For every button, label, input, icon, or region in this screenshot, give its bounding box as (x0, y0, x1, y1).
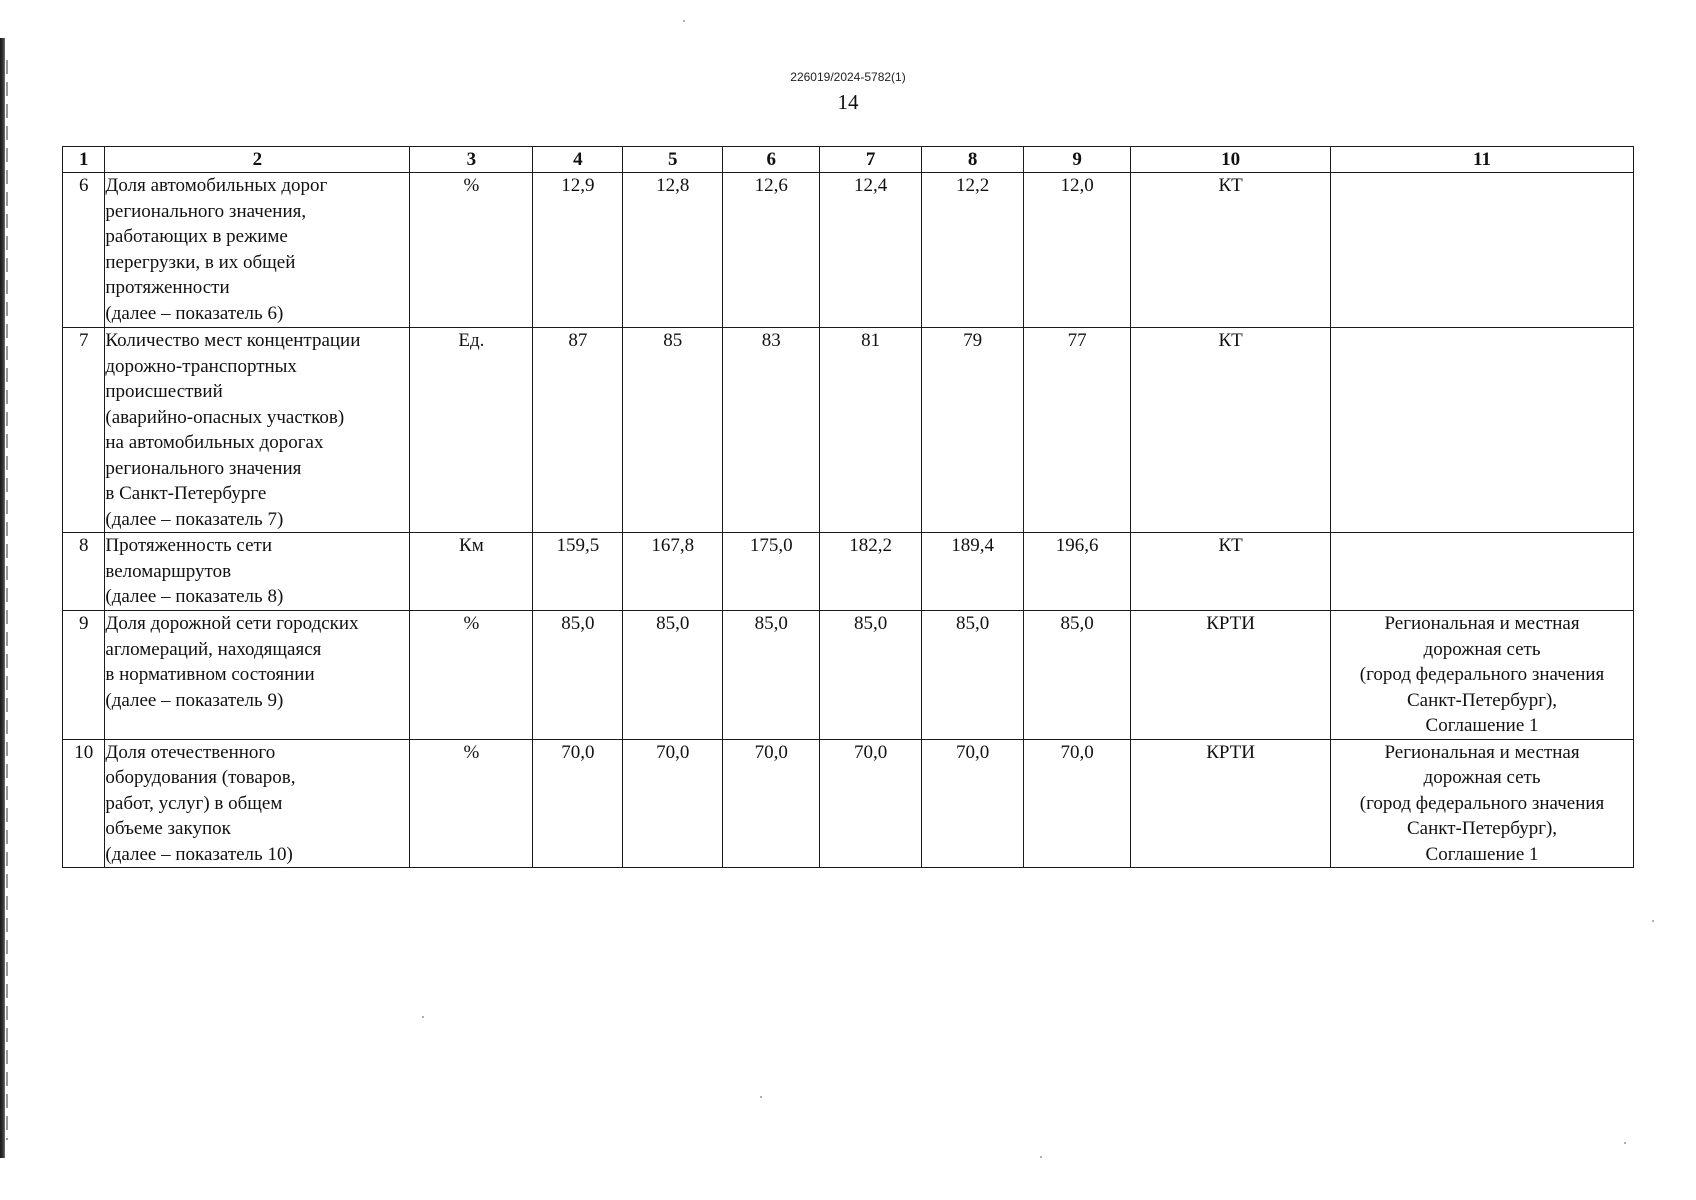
indicator-name (105, 739, 410, 868)
row-number: 8 (63, 533, 105, 611)
table-row (63, 739, 1634, 868)
note-line: Санкт-Петербург), (1406, 818, 1558, 839)
year-value-cell: 12,9 (533, 173, 623, 328)
table-row (63, 328, 1634, 533)
note-line: (город федерального значения (1359, 664, 1605, 685)
indicator-name-line: дорожно-транспортных (105, 355, 297, 377)
note-cell (1331, 173, 1634, 328)
indicator-name (105, 173, 410, 328)
indicator-name-line: протяженности (105, 277, 230, 298)
indicator-name-line: Протяженность сети (105, 535, 272, 556)
scan-speck (1652, 920, 1654, 922)
column-header: 9 (1024, 147, 1131, 173)
year-value-cell: 70,0 (723, 739, 820, 868)
indicator-name-line: регионального значения, (105, 200, 307, 222)
scan-speck (1624, 1142, 1626, 1144)
year-value-cell: 12,2 (922, 173, 1024, 328)
unit-cell: Км (410, 533, 533, 611)
note-line: дорожная сеть (1423, 638, 1541, 660)
year-value-cell: 85 (623, 328, 723, 533)
year-value-cell: 70,0 (1024, 739, 1131, 868)
year-value-cell: 175,0 (723, 533, 820, 611)
table-body (63, 173, 1634, 868)
table-header-row (63, 147, 1634, 173)
year-value-cell: 85,0 (1024, 611, 1131, 740)
unit-cell: % (410, 173, 533, 328)
note-line: Соглашение 1 (1425, 715, 1539, 736)
scan-edge-shadow (0, 38, 5, 1158)
indicator-name-line: на автомобильных дорогах (105, 432, 324, 453)
indicator-type: КРТИ (1131, 739, 1331, 868)
note-cell (1331, 533, 1634, 611)
indicator-name-line: происшествий (105, 381, 223, 402)
indicator-name-line: Количество мест концентрации (105, 330, 361, 351)
indicator-type: КТ (1131, 173, 1331, 328)
scan-speck (1040, 1156, 1042, 1158)
year-value-cell: 167,8 (623, 533, 723, 611)
page-number: 14 (837, 90, 859, 114)
indicator-name-line: (далее – показатель 10) (105, 843, 293, 865)
indicator-name (105, 611, 410, 740)
column-header: 11 (1331, 147, 1634, 173)
column-header: 4 (533, 147, 623, 173)
unit-cell: Ед. (410, 328, 533, 533)
year-value-cell: 12,4 (820, 173, 922, 328)
column-header: 5 (623, 147, 723, 173)
year-value-cell: 85,0 (922, 611, 1024, 740)
year-value-cell: 83 (723, 328, 820, 533)
note-cell (1331, 328, 1634, 533)
year-value-cell: 159,5 (533, 533, 623, 611)
year-value-cell: 85,0 (820, 611, 922, 740)
year-value-cell: 70,0 (820, 739, 922, 868)
indicator-name-line: работающих в режиме (105, 226, 288, 247)
indicator-name (105, 328, 410, 533)
indicator-type: КТ (1131, 328, 1331, 533)
registration-number: 226019/2024-5782(1) (790, 70, 906, 84)
table-row (63, 533, 1634, 611)
indicator-name-line: регионального значения (105, 457, 302, 479)
scan-speck (760, 1096, 762, 1098)
row-number: 7 (63, 328, 105, 533)
scan-speck (683, 20, 685, 22)
note-line: дорожная сеть (1423, 767, 1541, 788)
indicator-name-line: Доля дорожной сети городских (105, 613, 359, 634)
indicators-table (62, 146, 1634, 868)
indicator-name-line: перегрузки, в их общей (105, 251, 296, 273)
indicator-name-line: Доля отечественного (105, 741, 276, 763)
note-line: Санкт-Петербург), (1406, 689, 1558, 711)
year-value-cell: 189,4 (922, 533, 1024, 611)
unit-cell: % (410, 611, 533, 740)
column-header: 8 (922, 147, 1024, 173)
column-header: 3 (410, 147, 533, 173)
column-header: 7 (820, 147, 922, 173)
year-value-cell: 12,0 (1024, 173, 1131, 328)
year-value-cell: 85,0 (623, 611, 723, 740)
indicator-name-line: Доля автомобильных дорог (105, 175, 328, 196)
year-value-cell: 182,2 (820, 533, 922, 611)
year-value-cell: 12,6 (723, 173, 820, 328)
row-number: 10 (63, 739, 105, 868)
indicator-name-line: (далее – показатель 7) (105, 508, 284, 530)
column-header: 6 (723, 147, 820, 173)
year-value-cell: 81 (820, 328, 922, 533)
indicator-name-line: в нормативном состоянии (105, 664, 315, 685)
indicator-name-line: в Санкт-Петербурге (105, 483, 267, 504)
indicator-name-line: веломаршрутов (105, 560, 232, 582)
year-value-cell: 70,0 (533, 739, 623, 868)
indicator-name-line: объеме закупок (105, 818, 231, 839)
year-value-cell: 85,0 (723, 611, 820, 740)
indicator-name-line: работ, услуг) в общем (105, 792, 283, 814)
row-number: 6 (63, 173, 105, 328)
indicator-name-line: агломераций, находящаяся (105, 638, 322, 660)
year-value-cell: 12,8 (623, 173, 723, 328)
year-value-cell: 70,0 (623, 739, 723, 868)
year-value-cell: 85,0 (533, 611, 623, 740)
indicator-name-line: (аварийно-опасных участков) (105, 406, 345, 428)
indicator-name-line: оборудования (товаров, (105, 767, 296, 788)
note-cell (1331, 739, 1634, 868)
year-value-cell: 77 (1024, 328, 1131, 533)
unit-cell: % (410, 739, 533, 868)
indicator-type: КТ (1131, 533, 1331, 611)
note-line: Соглашение 1 (1425, 843, 1539, 865)
row-number: 9 (63, 611, 105, 740)
year-value-cell: 79 (922, 328, 1024, 533)
table-row (63, 173, 1634, 328)
scan-speck (422, 1016, 424, 1018)
year-value-cell: 196,6 (1024, 533, 1131, 611)
note-line: Региональная и местная (1384, 613, 1580, 634)
scan-edge-streak (6, 60, 8, 1140)
indicator-name-line: (далее – показатель 8) (105, 586, 284, 607)
column-header: 2 (105, 147, 410, 173)
note-line: Региональная и местная (1384, 741, 1580, 763)
note-cell (1331, 611, 1634, 740)
indicator-name-line: (далее – показатель 9) (105, 689, 284, 711)
indicator-name-line: (далее – показатель 6) (105, 302, 284, 324)
year-value-cell: 70,0 (922, 739, 1024, 868)
indicator-type: КРТИ (1131, 611, 1331, 740)
indicator-name (105, 533, 410, 611)
note-line: (город федерального значения (1359, 792, 1605, 814)
table-row (63, 611, 1634, 740)
year-value-cell: 87 (533, 328, 623, 533)
column-header: 1 (63, 147, 105, 173)
column-header: 10 (1131, 147, 1331, 173)
